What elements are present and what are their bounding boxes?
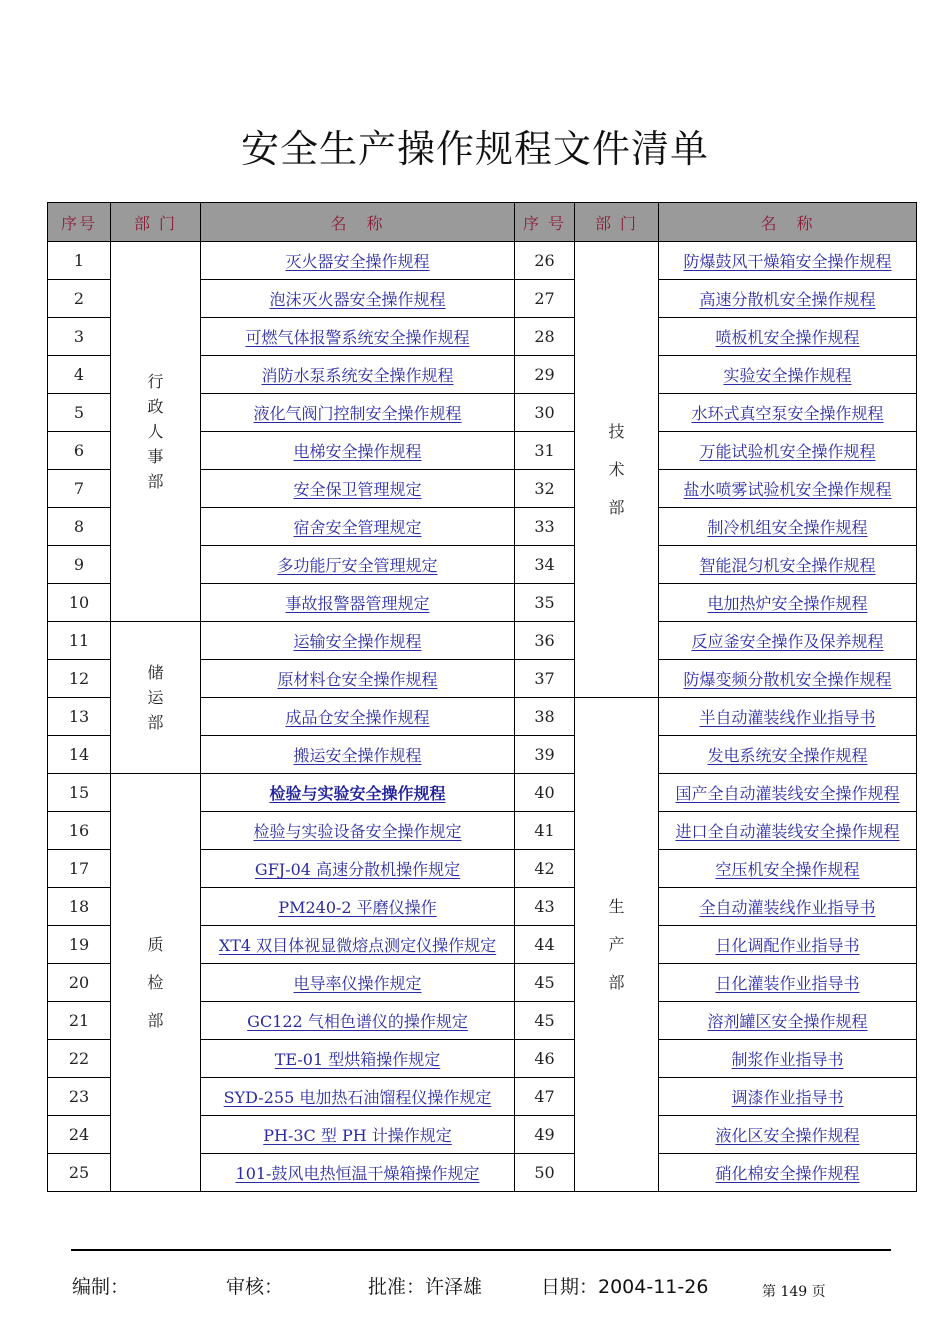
document-name-cell	[659, 1116, 917, 1154]
department-cell	[575, 698, 659, 1192]
document-name-cell	[201, 1116, 515, 1154]
document-link[interactable]: 成品仓安全操作规程	[285, 708, 430, 727]
document-name-cell	[659, 1040, 917, 1078]
seq-number: 11	[48, 622, 111, 660]
document-name-cell	[659, 318, 917, 356]
department-label-char: 人	[147, 422, 164, 441]
document-name-cell	[659, 280, 917, 318]
table-row	[48, 622, 917, 660]
header-name-right: 名 称	[659, 203, 917, 242]
seq-number: 21	[48, 1002, 111, 1040]
seq-number: 33	[515, 508, 575, 546]
seq-number: 19	[48, 926, 111, 964]
document-link[interactable]: 安全保卫管理规定	[293, 480, 422, 499]
department-label-char: 事	[147, 447, 164, 466]
seq-number: 27	[515, 280, 575, 318]
seq-number: 2	[48, 280, 111, 318]
document-link[interactable]: PM240-2 平磨仪操作	[278, 898, 437, 917]
document-link[interactable]: 灭火器安全操作规程	[285, 252, 430, 271]
document-name-cell	[659, 1154, 917, 1192]
seq-number: 14	[48, 736, 111, 774]
document-link[interactable]: 硝化棉安全操作规程	[715, 1164, 860, 1183]
document-name-cell	[201, 546, 515, 584]
department-label-char: 政	[147, 397, 164, 416]
document-name-cell	[659, 394, 917, 432]
seq-number: 47	[515, 1078, 575, 1116]
document-name-cell	[659, 926, 917, 964]
header-name: 名 称	[201, 203, 515, 242]
seq-number: 5	[48, 394, 111, 432]
seq-number: 18	[48, 888, 111, 926]
document-link[interactable]: 日化调配作业指导书	[715, 936, 860, 955]
footer-reviewer: 审核：	[226, 1276, 284, 1298]
document-link[interactable]: 电梯安全操作规程	[293, 442, 422, 461]
document-name-cell	[201, 1002, 515, 1040]
seq-number: 46	[515, 1040, 575, 1078]
seq-number: 28	[515, 318, 575, 356]
document-link[interactable]: 空压机安全操作规程	[715, 860, 860, 879]
document-name-cell	[201, 1040, 515, 1078]
document-name-cell	[659, 470, 917, 508]
seq-number: 3	[48, 318, 111, 356]
department-label-char: 术	[608, 459, 625, 479]
document-link[interactable]: 可燃气体报警系统安全操作规程	[245, 328, 470, 347]
seq-number: 22	[48, 1040, 111, 1078]
document-link[interactable]: 原材料仓安全操作规程	[277, 670, 438, 689]
document-name-cell	[659, 242, 917, 280]
seq-number: 36	[515, 622, 575, 660]
document-link[interactable]: 发电系统安全操作规程	[707, 746, 868, 765]
seq-number: 10	[48, 584, 111, 622]
header-seq-right: 序 号	[515, 203, 575, 242]
seq-number: 34	[515, 546, 575, 584]
document-link[interactable]: 液化区安全操作规程	[715, 1126, 860, 1145]
document-link[interactable]: 电加热炉安全操作规程	[707, 594, 868, 613]
seq-number: 30	[515, 394, 575, 432]
header-seq: 序号	[48, 203, 111, 242]
table-row	[48, 774, 917, 812]
document-link[interactable]: 喷板机安全操作规程	[715, 328, 860, 347]
seq-number: 7	[48, 470, 111, 508]
seq-number: 4	[48, 356, 111, 394]
document-name-cell	[201, 926, 515, 964]
department-label-char: 储	[147, 663, 164, 682]
document-link[interactable]: 反应釜安全操作及保养规程	[691, 632, 884, 651]
footer-rule	[71, 1249, 891, 1251]
document-link[interactable]: 检验与实验安全操作规程	[269, 784, 446, 803]
document-name-cell	[659, 888, 917, 926]
page-title: 安全生产操作规程文件清单	[240, 127, 709, 171]
document-link[interactable]: 半自动灌装线作业指导书	[699, 708, 876, 727]
document-link[interactable]: 泡沫灭火器安全操作规程	[269, 290, 446, 309]
document-name-cell	[659, 356, 917, 394]
seq-number: 12	[48, 660, 111, 698]
footer-approver: 批准：许泽雄	[368, 1276, 483, 1298]
seq-number: 13	[48, 698, 111, 736]
department-label-char: 检	[147, 972, 164, 992]
department-label-char: 部	[147, 713, 164, 732]
seq-number: 38	[515, 698, 575, 736]
document-link[interactable]: 盐水喷雾试验机安全操作规程	[683, 480, 892, 499]
document-name-cell	[659, 432, 917, 470]
document-name-cell	[201, 242, 515, 280]
document-name-cell	[659, 584, 917, 622]
document-link[interactable]: GFJ-04 高速分散机操作规定	[254, 860, 461, 879]
document-name-cell	[201, 432, 515, 470]
seq-number: 25	[48, 1154, 111, 1192]
document-name-cell	[201, 964, 515, 1002]
department-label-char: 部	[608, 497, 625, 517]
document-link[interactable]: TE-01 型烘箱操作规定	[274, 1050, 441, 1069]
document-name-cell	[201, 1078, 515, 1116]
document-link[interactable]: 水环式真空泵安全操作规程	[691, 404, 884, 423]
document-link[interactable]: 调漆作业指导书	[731, 1088, 844, 1107]
document-name-cell	[659, 660, 917, 698]
table-row	[48, 242, 917, 280]
document-link[interactable]: 国产全自动灌装线安全操作规程	[675, 784, 900, 803]
seq-number: 15	[48, 774, 111, 812]
seq-number: 35	[515, 584, 575, 622]
document-link[interactable]: 高速分散机安全操作规程	[699, 290, 876, 309]
document-link[interactable]: 防爆变频分散机安全操作规程	[683, 670, 892, 689]
seq-number: 49	[515, 1116, 575, 1154]
department-label-char: 产	[608, 934, 625, 954]
document-link[interactable]: 事故报警器管理规定	[285, 594, 430, 613]
seq-number: 45	[515, 964, 575, 1002]
document-name-cell	[201, 660, 515, 698]
document-link[interactable]: 制冷机组安全操作规程	[707, 518, 868, 537]
document-name-cell	[659, 850, 917, 888]
document-name-cell	[201, 280, 515, 318]
seq-number: 43	[515, 888, 575, 926]
department-label-char: 部	[147, 472, 164, 491]
department-label-char: 运	[147, 688, 164, 707]
document-name-cell	[659, 1078, 917, 1116]
seq-number: 39	[515, 736, 575, 774]
document-name-cell	[659, 508, 917, 546]
seq-number: 24	[48, 1116, 111, 1154]
document-name-cell	[201, 470, 515, 508]
document-name-cell	[201, 1154, 515, 1192]
document-link[interactable]: GC122 气相色谱仪的操作规定	[247, 1012, 468, 1031]
document-link[interactable]: PH-3C 型 PH 计操作规定	[263, 1126, 452, 1145]
seq-number: 41	[515, 812, 575, 850]
document-link[interactable]: 101-鼓风电热恒温干燥箱操作规定	[235, 1164, 480, 1183]
seq-number: 50	[515, 1154, 575, 1192]
seq-number: 23	[48, 1078, 111, 1116]
document-name-cell	[659, 774, 917, 812]
header-dept-right: 部 门	[575, 203, 659, 242]
seq-number: 8	[48, 508, 111, 546]
document-name-cell	[201, 508, 515, 546]
document-link[interactable]: 日化灌装作业指导书	[715, 974, 860, 993]
seq-number: 9	[48, 546, 111, 584]
footer-date: 日期：2004-11-26	[541, 1276, 709, 1298]
document-name-cell	[659, 698, 917, 736]
seq-number: 42	[515, 850, 575, 888]
department-label-char: 行	[147, 372, 164, 391]
document-link[interactable]: 万能试验机安全操作规程	[699, 442, 876, 461]
document-name-cell	[201, 774, 515, 812]
document-link[interactable]: SYD-255 电加热石油馏程仪操作规定	[223, 1088, 492, 1107]
document-name-cell	[201, 584, 515, 622]
seq-number: 29	[515, 356, 575, 394]
document-link[interactable]: 实验安全操作规程	[723, 366, 852, 385]
department-cell	[111, 242, 201, 622]
seq-number: 32	[515, 470, 575, 508]
header-dept: 部 门	[111, 203, 201, 242]
seq-number: 16	[48, 812, 111, 850]
department-label-char: 生	[608, 896, 625, 916]
document-link[interactable]: 检验与实验设备安全操作规定	[253, 822, 462, 841]
document-name-cell	[201, 622, 515, 660]
seq-number: 37	[515, 660, 575, 698]
document-link[interactable]: 宿舍安全管理规定	[293, 518, 422, 537]
document-link[interactable]: 运输安全操作规程	[293, 632, 422, 651]
department-cell	[111, 622, 201, 774]
seq-number: 26	[515, 242, 575, 280]
seq-number: 17	[48, 850, 111, 888]
document-link[interactable]: 电导率仪操作规定	[293, 974, 422, 993]
document-name-cell	[659, 546, 917, 584]
document-name-cell	[201, 850, 515, 888]
seq-number: 31	[515, 432, 575, 470]
document-name-cell	[659, 622, 917, 660]
document-link[interactable]: 制浆作业指导书	[731, 1050, 844, 1069]
department-cell	[111, 774, 201, 1192]
seq-number: 45	[515, 1002, 575, 1040]
document-list-table	[47, 202, 917, 1192]
document-name-cell	[201, 812, 515, 850]
page-number: 第 149 页	[762, 1284, 826, 1300]
document-link[interactable]: 溶剂罐区安全操作规程	[707, 1012, 868, 1031]
document-name-cell	[659, 1002, 917, 1040]
document-name-cell	[659, 964, 917, 1002]
document-link[interactable]: 液化气阀门控制安全操作规程	[253, 404, 462, 423]
document-link[interactable]: XT4 双目体视显微熔点测定仪操作规定	[218, 936, 497, 955]
document-link[interactable]: 搬运安全操作规程	[293, 746, 422, 765]
document-link[interactable]: 多功能厅安全管理规定	[277, 556, 438, 575]
document-name-cell	[201, 736, 515, 774]
seq-number: 1	[48, 242, 111, 280]
seq-number: 40	[515, 774, 575, 812]
footer-editor: 编制：	[72, 1276, 130, 1298]
department-label-char: 部	[608, 972, 625, 992]
seq-number: 44	[515, 926, 575, 964]
document-name-cell	[201, 394, 515, 432]
document-link[interactable]: 消防水泵系统安全操作规程	[261, 366, 454, 385]
document-name-cell	[659, 736, 917, 774]
document-name-cell	[201, 356, 515, 394]
department-label-char: 质	[147, 934, 164, 954]
department-label-char: 技	[608, 421, 625, 441]
document-name-cell	[659, 812, 917, 850]
seq-number: 6	[48, 432, 111, 470]
document-link[interactable]: 智能混匀机安全操作规程	[699, 556, 876, 575]
table-header-row	[48, 203, 917, 242]
department-label-char: 部	[147, 1010, 164, 1030]
document-link[interactable]: 防爆鼓风干燥箱安全操作规程	[683, 252, 892, 271]
document-link[interactable]: 进口全自动灌装线安全操作规程	[675, 822, 900, 841]
document-name-cell	[201, 698, 515, 736]
department-cell	[575, 242, 659, 698]
document-name-cell	[201, 318, 515, 356]
seq-number: 20	[48, 964, 111, 1002]
document-link[interactable]: 全自动灌装线作业指导书	[699, 898, 876, 917]
document-name-cell	[201, 888, 515, 926]
